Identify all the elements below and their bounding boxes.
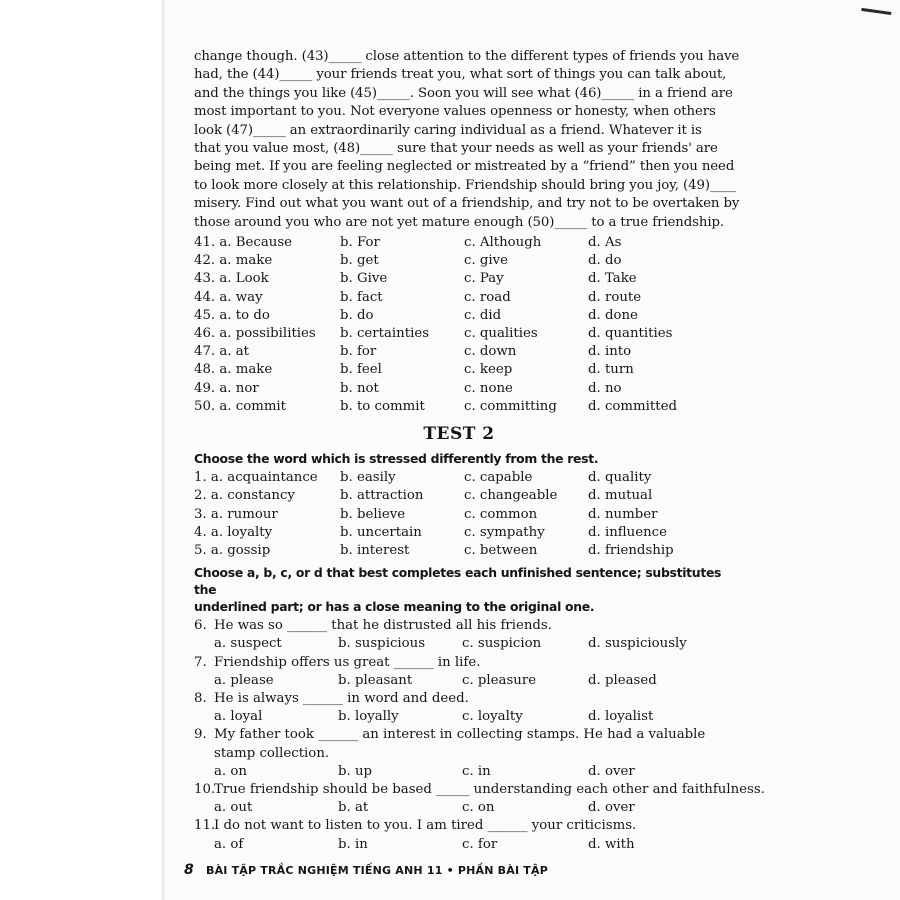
question-item	[194, 654, 724, 690]
stress-option-b: b. uncertain	[340, 524, 422, 540]
option-row	[194, 398, 724, 416]
option-row	[194, 270, 724, 288]
choice-b: b. at	[338, 800, 369, 816]
option-b: b. not	[340, 380, 379, 396]
choice-d: d. suspiciously	[588, 636, 687, 652]
question-stem	[194, 817, 724, 835]
page-number: 8	[184, 862, 194, 878]
option-b: b. get	[340, 253, 379, 269]
choice-a: a. please	[214, 672, 274, 688]
option-d: d. no	[588, 380, 622, 396]
question-item	[194, 781, 765, 817]
stress-exercise	[194, 469, 724, 560]
stress-option-c: c. sympathy	[464, 524, 545, 540]
option-d: d. Take	[588, 271, 637, 287]
choice-d: d. loyalist	[588, 709, 654, 725]
stress-row	[194, 542, 724, 560]
option-row	[194, 289, 724, 307]
option-c: c. road	[464, 289, 511, 305]
choice-b: b. up	[338, 763, 373, 779]
question-number: 8.	[194, 690, 207, 706]
option-row	[194, 307, 724, 325]
question-stem	[194, 726, 724, 744]
question-stem	[194, 617, 724, 635]
option-d: d. into	[588, 344, 632, 360]
option-a: 43. a. Look	[194, 271, 269, 287]
multiple-choice-questions	[194, 617, 765, 854]
option-a: 47. a. at	[194, 344, 250, 360]
stress-option-d: d. mutual	[588, 488, 653, 504]
stress-option-d: d. influence	[588, 524, 667, 540]
question-number: 11.	[194, 818, 216, 834]
option-b: b. For	[340, 235, 380, 251]
option-d: d. route	[588, 289, 642, 305]
question-text: I do not want to listen to you. I am tired ______ your criticisms.	[214, 818, 637, 834]
choice-b: b. pleasant	[338, 672, 413, 688]
choice-a: a. out	[214, 800, 253, 816]
choice-c: c. on	[462, 800, 495, 816]
option-d: d. do	[588, 253, 622, 269]
option-c: c. give	[464, 253, 509, 269]
choice-b: b. suspicious	[338, 636, 426, 652]
option-row	[194, 325, 724, 343]
option-d: d. As	[588, 235, 622, 251]
page-edge	[162, 0, 166, 900]
option-a: 48. a. make	[194, 362, 273, 378]
question-stem	[194, 654, 724, 672]
option-row	[194, 234, 724, 252]
choice-a: a. on	[214, 763, 247, 779]
book-title: BÀI TẬP TRẮC NGHIỆM TIẾNG ANH 11 • PHẦN BÀI TẬP	[205, 864, 548, 877]
choice-d: d. with	[588, 836, 635, 852]
instruction-complete-line2: underlined part; or has a close meaning to the original one.	[194, 599, 595, 615]
test-title: TEST 2	[423, 424, 495, 445]
choice-d: d. pleased	[588, 672, 657, 688]
option-a: 50. a. commit	[194, 398, 287, 414]
option-d: d. quantities	[588, 326, 673, 342]
stress-row	[194, 524, 724, 542]
stress-option-b: b. believe	[340, 506, 406, 522]
stress-option-c: c. capable	[464, 470, 533, 486]
option-c: c. none	[464, 380, 513, 396]
option-a: 41. a. Because	[194, 235, 293, 251]
question-text: Friendship offers us great ______ in life.	[214, 654, 481, 670]
option-row	[194, 343, 724, 361]
answer-choices	[194, 763, 724, 781]
stress-option-b: b. interest	[340, 542, 410, 558]
question-text: My father took ______ an interest in collecting stamps. He had a valuable	[214, 727, 706, 743]
option-c: c. keep	[464, 362, 513, 378]
question-item	[194, 617, 724, 653]
option-b: b. fact	[340, 289, 383, 305]
passage-line: those around you who are not yet mature enough (50)_____ to a true friendship.	[194, 214, 725, 230]
question-item	[194, 690, 724, 726]
answer-choices	[194, 635, 724, 653]
option-a: 44. a. way	[194, 289, 263, 305]
stress-option-c: c. common	[464, 506, 538, 522]
passage-line: being met. If you are feeling neglected or mistreated by a “friend” then you need	[194, 159, 735, 175]
stress-option-c: c. changeable	[464, 488, 558, 504]
option-b: b. feel	[340, 362, 382, 378]
passage-line: to look more closely at this relationship. Friendship should bring you joy, (49)____	[194, 177, 737, 193]
option-b: b. certainties	[340, 326, 430, 342]
choice-d: d. over	[588, 763, 635, 779]
page-footer	[184, 862, 548, 878]
answer-choices	[194, 672, 724, 690]
option-a: 45. a. to do	[194, 307, 270, 323]
stress-option-d: d. number	[588, 506, 658, 522]
choice-b: b. in	[338, 836, 368, 852]
question-number: 6.	[194, 618, 207, 634]
question-number: 7.	[194, 654, 207, 670]
question-continuation: stamp collection.	[214, 745, 330, 761]
stress-option-a: 4. a. loyalty	[194, 524, 273, 540]
option-d: d. done	[588, 307, 638, 323]
passage-line: change though. (43)_____ close attention to the different types of friends you have	[194, 49, 740, 64]
choice-c: c. for	[462, 836, 498, 852]
stress-row	[194, 487, 724, 505]
option-a: 49. a. nor	[194, 380, 259, 396]
content	[194, 48, 765, 854]
stress-option-d: d. friendship	[588, 542, 674, 558]
choice-c: c. loyalty	[462, 709, 523, 725]
passage-line: that you value most, (48)_____ sure that your needs as well as your friends' are	[194, 141, 718, 157]
choice-c: c. suspicion	[462, 636, 542, 652]
choice-c: c. pleasure	[462, 672, 537, 688]
answer-choices	[194, 708, 724, 726]
option-row	[194, 252, 724, 270]
question-item	[194, 726, 724, 781]
question-text: He was so ______ that he distrusted all his friends.	[214, 618, 552, 634]
option-a: 46. a. possibilities	[194, 326, 316, 342]
stress-row	[194, 469, 724, 487]
choice-a: a. loyal	[214, 709, 263, 725]
choice-c: c. in	[462, 763, 491, 779]
option-c: c. down	[464, 344, 517, 360]
option-b: b. Give	[340, 271, 388, 287]
option-c: c. committing	[464, 398, 557, 414]
answer-choices	[194, 799, 724, 817]
reading-passage	[194, 48, 740, 232]
stress-option-b: b. attraction	[340, 488, 424, 504]
answer-choices	[194, 836, 724, 854]
stress-option-c: c. between	[464, 542, 538, 558]
option-row	[194, 361, 724, 379]
question-stem	[194, 781, 765, 799]
question-stem	[194, 690, 724, 708]
instruction-complete-line1: Choose a, b, c, or d that best completes each unfinished sentence; substitutes the	[194, 565, 722, 598]
choice-a: a. suspect	[214, 636, 282, 652]
option-d: d. committed	[588, 398, 677, 414]
question-number: 9.	[194, 727, 207, 743]
stress-row	[194, 506, 724, 524]
choice-b: b. loyally	[338, 709, 399, 725]
passage-options	[194, 234, 724, 416]
passage-line: had, the (44)_____ your friends treat you, what sort of things you can talk about,	[194, 67, 727, 83]
stress-option-a: 3. a. rumour	[194, 506, 278, 522]
instruction-stress: Choose the word which is stressed differently from the rest.	[194, 451, 599, 467]
option-c: c. Pay	[464, 271, 504, 287]
passage-line: misery. Find out what you want out of a friendship, and try not to be overtaken by	[194, 196, 740, 212]
choice-a: a. of	[214, 836, 244, 852]
option-c: c. Although	[464, 235, 542, 251]
question-item	[194, 817, 724, 853]
stress-option-a: 2. a. constancy	[194, 488, 295, 504]
passage-line: most important to you. Not everyone values openness or honesty, when others	[194, 104, 716, 120]
option-b: b. do	[340, 307, 374, 323]
option-d: d. turn	[588, 362, 634, 378]
question-number: 10.	[194, 781, 216, 797]
option-row	[194, 380, 724, 398]
passage-line: look (47)_____ an extraordinarily caring individual as a friend. Whatever it is	[194, 122, 702, 138]
option-c: c. did	[464, 307, 502, 323]
question-text: He is always ______ in word and deed.	[214, 690, 469, 706]
stress-option-a: 5. a. gossip	[194, 542, 271, 558]
stress-option-b: b. easily	[340, 470, 396, 486]
stress-option-d: d. quality	[588, 470, 652, 486]
passage-line: and the things you like (45)_____. Soon you will see what (46)_____ in a friend are	[194, 85, 733, 101]
option-c: c. qualities	[464, 326, 538, 342]
choice-d: d. over	[588, 800, 635, 816]
option-b: b. for	[340, 344, 377, 360]
question-text: True friendship should be based _____ understanding each other and faithfulness.	[214, 781, 765, 797]
option-b: b. to commit	[340, 398, 425, 414]
stress-option-a: 1. a. acquaintance	[194, 470, 318, 486]
option-a: 42. a. make	[194, 253, 273, 269]
